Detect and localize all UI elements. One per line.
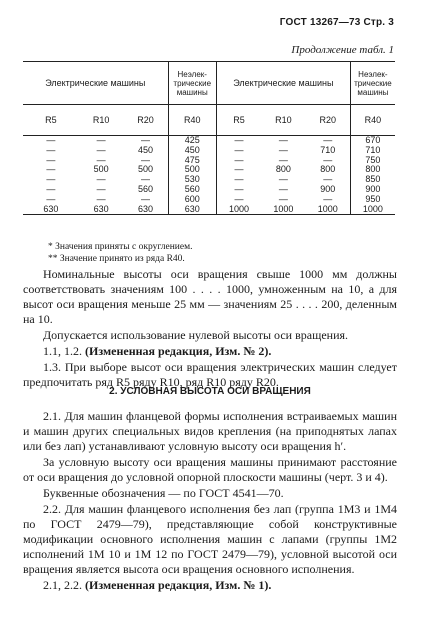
table-cell: — bbox=[216, 136, 261, 146]
table-cell: — bbox=[278, 174, 288, 185]
table-cell: 750 bbox=[350, 156, 395, 166]
table-row bbox=[23, 156, 395, 166]
group-electric-right: Электрические машины bbox=[216, 62, 350, 105]
table-cell: 425 bbox=[168, 136, 216, 146]
table-cell: 560 bbox=[137, 183, 153, 194]
col-header-r10: R10 bbox=[79, 105, 124, 136]
table-cell: 950 bbox=[350, 195, 395, 205]
table-cell: 630 bbox=[23, 205, 79, 215]
table-cell: 630 bbox=[123, 205, 168, 215]
paragraph: Буквенные обозначения — по ГОСТ 4541—70. bbox=[43, 486, 284, 500]
table-cell: — bbox=[96, 193, 106, 204]
table-cell: 560 bbox=[168, 185, 216, 195]
group-nonelectric-left: Неэлек- трические машины bbox=[168, 62, 216, 105]
col-header-r20: R20 bbox=[306, 105, 351, 136]
table-cell: 530 bbox=[168, 175, 216, 185]
body-text-1 bbox=[23, 267, 397, 390]
table-cell: — bbox=[96, 183, 106, 194]
table-cell: 1000 bbox=[216, 205, 261, 215]
table-cell: 800 bbox=[320, 164, 336, 175]
group-nonelectric-right: Неэлек- трические машины bbox=[350, 62, 395, 105]
group-electric-left: Электрические машины bbox=[23, 62, 168, 105]
section-title: 2. УСЛОВНАЯ ВЫСОТА ОСИ ВРАЩЕНИЯ bbox=[109, 386, 311, 397]
table-cell: — bbox=[278, 193, 288, 204]
table-cell: 710 bbox=[350, 146, 395, 156]
table-cell: — bbox=[216, 146, 261, 156]
table-cell: — bbox=[46, 193, 56, 204]
table-cell: 900 bbox=[320, 183, 336, 194]
amendment-note: 2.1, 2.2. (Измененная редакция, Изм. № 1). bbox=[43, 578, 272, 592]
table-cell: 900 bbox=[350, 185, 395, 195]
table-cell: — bbox=[278, 154, 288, 165]
table-cell: — bbox=[96, 144, 106, 155]
page-header: ГОСТ 13267—73 Стр. 3 bbox=[279, 17, 394, 28]
paragraph: Допускается использование нулевой высоты оси вращения. bbox=[43, 328, 349, 342]
table-cell: — bbox=[323, 135, 333, 145]
table-cell: 1000 bbox=[306, 205, 351, 215]
table-cell: — bbox=[140, 174, 150, 185]
table-cell: 500 bbox=[93, 164, 109, 175]
table-cell: — bbox=[46, 154, 56, 165]
table-cell: — bbox=[46, 183, 56, 194]
table-cell: 670 bbox=[350, 136, 395, 146]
table-cell: 1000 bbox=[261, 205, 306, 215]
table-row bbox=[23, 136, 395, 146]
table-cell: — bbox=[323, 154, 333, 165]
table-row bbox=[23, 195, 395, 205]
paragraph: За условную высоту оси вращения машины принимают расстояние от оси вращения до условной опорной плоскости машины (черт. 3 и 4). bbox=[23, 455, 397, 484]
table-cell: 500 bbox=[168, 165, 216, 175]
table-cell: 475 bbox=[168, 156, 216, 166]
col-header-r40: R40 bbox=[350, 105, 395, 136]
table-cell: — bbox=[46, 174, 56, 185]
paragraph: Номинальные высоты оси вращения свыше 1000 мм должны соответствовать значениям 100 . . . . 1000, умноженным на 10, а для высот оси вращения меньше 25 мм — значениям 25 . . . . 200, деленным на 10. bbox=[23, 267, 397, 326]
table-cell: 450 bbox=[168, 146, 216, 156]
table-row bbox=[23, 205, 395, 215]
table-cell: — bbox=[278, 135, 288, 145]
table-cell: 630 bbox=[79, 205, 124, 215]
table-cell: — bbox=[216, 195, 261, 205]
table-cell: — bbox=[216, 156, 261, 166]
table-cell: 600 bbox=[168, 195, 216, 205]
table-cell: 450 bbox=[137, 144, 153, 155]
amendment-note: 1.1, 1.2. (Измененная редакция, Изм. № 2). bbox=[43, 344, 272, 358]
table-cell: — bbox=[278, 183, 288, 194]
col-header-r5: R5 bbox=[216, 105, 261, 136]
table-cell: 800 bbox=[275, 164, 291, 175]
table-cell: — bbox=[216, 185, 261, 195]
table-cell: — bbox=[140, 154, 150, 165]
table-cell: — bbox=[96, 154, 106, 165]
table-cell: — bbox=[140, 193, 150, 204]
paragraph: 2.1. Для машин фланцевой формы исполнения встраиваемых машин и машин других специальных видов крепления (на приподнятых лапах или без лап) устанавливают условную высоту оси вращения h′. bbox=[23, 409, 397, 453]
col-header-r5: R5 bbox=[23, 105, 79, 136]
body-text-2 bbox=[23, 409, 397, 593]
col-header-r10: R10 bbox=[261, 105, 306, 136]
table-row bbox=[23, 146, 395, 156]
table-notes bbox=[48, 241, 192, 265]
table-body bbox=[23, 136, 395, 215]
table-row bbox=[23, 175, 395, 185]
table-continuation-label: Продолжение табл. 1 bbox=[291, 44, 394, 56]
table-cell: — bbox=[140, 135, 150, 145]
paragraph: 2.2. Для машин фланцевого исполнения без лап (группа 1М3 и 1М4 по ГОСТ 2479—79), представляющие собой конструктивные модификации основного исполнения машин с лапами (группы 1М2 исполнений 1М 10 и 1М 12 по ГОСТ 2479—79), условной высотой оси вращения является высота оси вращения основного исполнения. bbox=[23, 502, 397, 576]
table-cell: 500 bbox=[137, 164, 153, 175]
table-cell: 710 bbox=[320, 144, 336, 155]
table-cell: 800 bbox=[350, 165, 395, 175]
table-cell: — bbox=[46, 135, 56, 145]
note-r40: ** Значение принято из ряда R40. bbox=[48, 254, 185, 264]
table-cell: 1000 bbox=[350, 205, 395, 215]
table-row bbox=[23, 185, 395, 195]
table-cell: — bbox=[46, 144, 56, 155]
table-cell: — bbox=[46, 164, 56, 175]
table-cell: — bbox=[323, 174, 333, 185]
note-rounding: * Значения приняты с округлением. bbox=[48, 242, 193, 252]
table-cell: — bbox=[323, 193, 333, 204]
table-cell: — bbox=[216, 175, 261, 185]
col-header-r20: R20 bbox=[123, 105, 168, 136]
height-series-table bbox=[23, 61, 395, 215]
table-row bbox=[23, 165, 395, 175]
table-cell: 850 bbox=[350, 175, 395, 185]
table-cell: — bbox=[96, 135, 106, 145]
table-cell: — bbox=[278, 144, 288, 155]
table-cell: — bbox=[216, 165, 261, 175]
col-header-r40: R40 bbox=[168, 105, 216, 136]
table-cell: — bbox=[96, 174, 106, 185]
table-cell: 630 bbox=[168, 205, 216, 215]
paragraph: 1.3. При выборе высот оси вращения электрических машин следует предпочитать ряд R5 ряду R10, ряд R10 ряду R20. bbox=[23, 360, 397, 389]
